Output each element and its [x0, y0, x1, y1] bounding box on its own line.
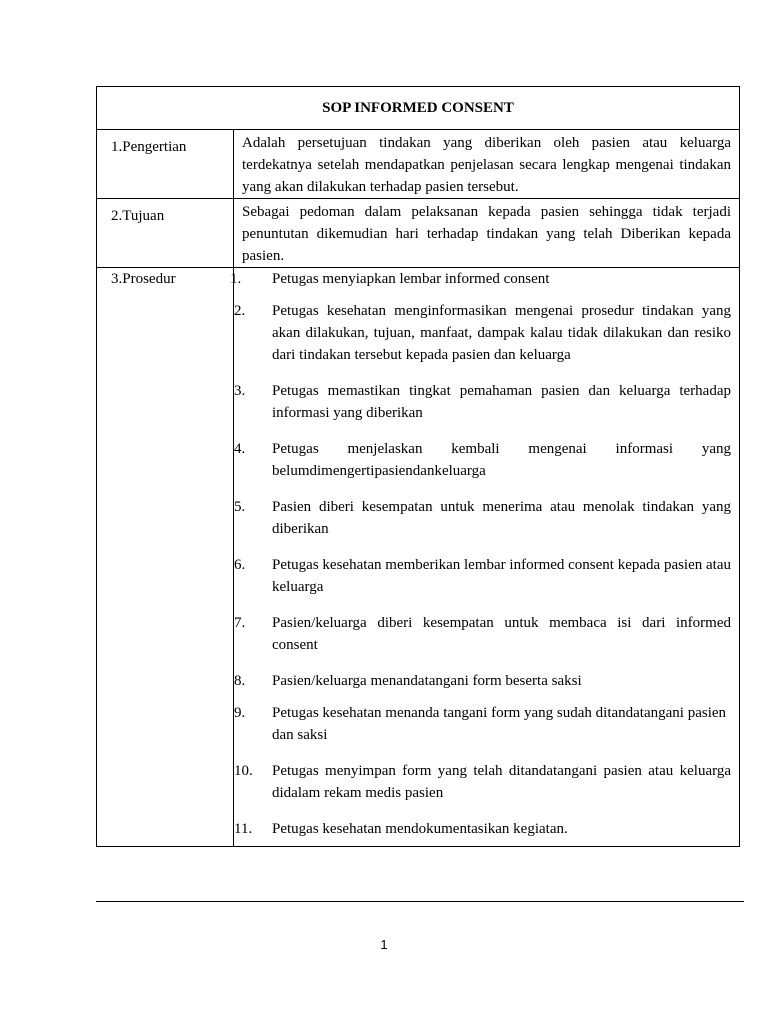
prosedur-cell	[230, 268, 740, 847]
prosedur-step	[234, 380, 731, 424]
step-number: 6.	[234, 557, 246, 573]
step-text: Pasien/keluarga menandatangani form beserta saksi	[272, 673, 582, 689]
tujuan-label: 2.Tujuan	[97, 199, 234, 268]
step-text: Petugas menyimpan form yang telah ditandatangani pasien atau keluarga didalam rekam medis pasien	[272, 763, 731, 801]
step-text: Petugas menjelaskan kembali mengenai informasi yang belumdimengertipasiendankeluarga	[272, 441, 731, 479]
step-number: 4.	[234, 441, 246, 457]
prosedur-step	[234, 670, 731, 692]
bottom-rule	[96, 901, 744, 902]
pengertian-text-cell	[234, 130, 740, 199]
prosedur-label: 3.Prosedur	[97, 268, 234, 847]
tujuan-text: Sebagai pedoman dalam pelaksanan kepada pasien sehingga tidak terjadi penuntutan dikemudian hari terhadap tindakan yang telah Diberikan kepada pasien.	[242, 204, 731, 264]
prosedur-step	[234, 760, 731, 804]
step-text: Petugas kesehatan menanda tangani form yang sudah ditandatangani pasien dan saksi	[272, 705, 727, 743]
prosedur-step	[234, 612, 731, 656]
document-title: SOP INFORMED CONSENT	[97, 87, 740, 130]
prosedur-step	[234, 300, 731, 366]
step-number: 9.	[234, 705, 246, 721]
step-text: Petugas menyiapkan lembar informed consent	[272, 271, 550, 287]
page-number: 1	[380, 937, 388, 952]
prosedur-list	[230, 268, 731, 840]
tujuan-text-cell	[234, 199, 740, 268]
step-number: 2.	[234, 303, 246, 319]
step-number: 8.	[234, 673, 246, 689]
pengertian-row	[97, 130, 740, 199]
prosedur-step	[234, 554, 731, 598]
prosedur-row	[97, 268, 740, 847]
step-text: Pasien diberi kesempatan untuk menerima atau menolak tindakan yang diberikan	[272, 499, 731, 537]
tujuan-row	[97, 199, 740, 268]
step-number: 11.	[234, 821, 253, 837]
step-text: Petugas kesehatan menginformasikan mengenai prosedur tindakan yang akan dilakukan, tujuan, manfaat, dampak kalau tidak dilakukan dan resiko dari tindakan tersebut kepada pasien dan keluarga	[272, 303, 731, 363]
title-row	[97, 87, 740, 130]
step-text: Pasien/keluarga diberi kesempatan untuk membaca isi dari informed consent	[272, 615, 731, 653]
pengertian-text: Adalah persetujuan tindakan yang diberikan oleh pasien atau keluarga terdekatnya setelah mendapatkan penjelasan secara lengkap mengenai tindakan yang akan dilakukan terhadap pasien tersebut.	[242, 135, 731, 195]
sop-table	[96, 86, 740, 847]
pengertian-label: 1.Pengertian	[97, 130, 234, 199]
prosedur-step	[230, 268, 731, 290]
prosedur-step	[234, 496, 731, 540]
step-number: 7.	[234, 615, 246, 631]
step-text: Petugas kesehatan mendokumentasikan kegiatan.	[272, 821, 568, 837]
step-text: Petugas memastikan tingkat pemahaman pasien dan keluarga terhadap informasi yang diberikan	[272, 383, 731, 421]
prosedur-step	[234, 438, 731, 482]
step-text: Petugas kesehatan memberikan lembar informed consent kepada pasien atau keluarga	[272, 557, 731, 595]
step-number: 1.	[230, 271, 242, 287]
step-number: 3.	[234, 383, 246, 399]
prosedur-step	[234, 702, 731, 746]
step-number: 5.	[234, 499, 246, 515]
prosedur-step	[234, 818, 731, 840]
step-number: 10.	[234, 763, 253, 779]
